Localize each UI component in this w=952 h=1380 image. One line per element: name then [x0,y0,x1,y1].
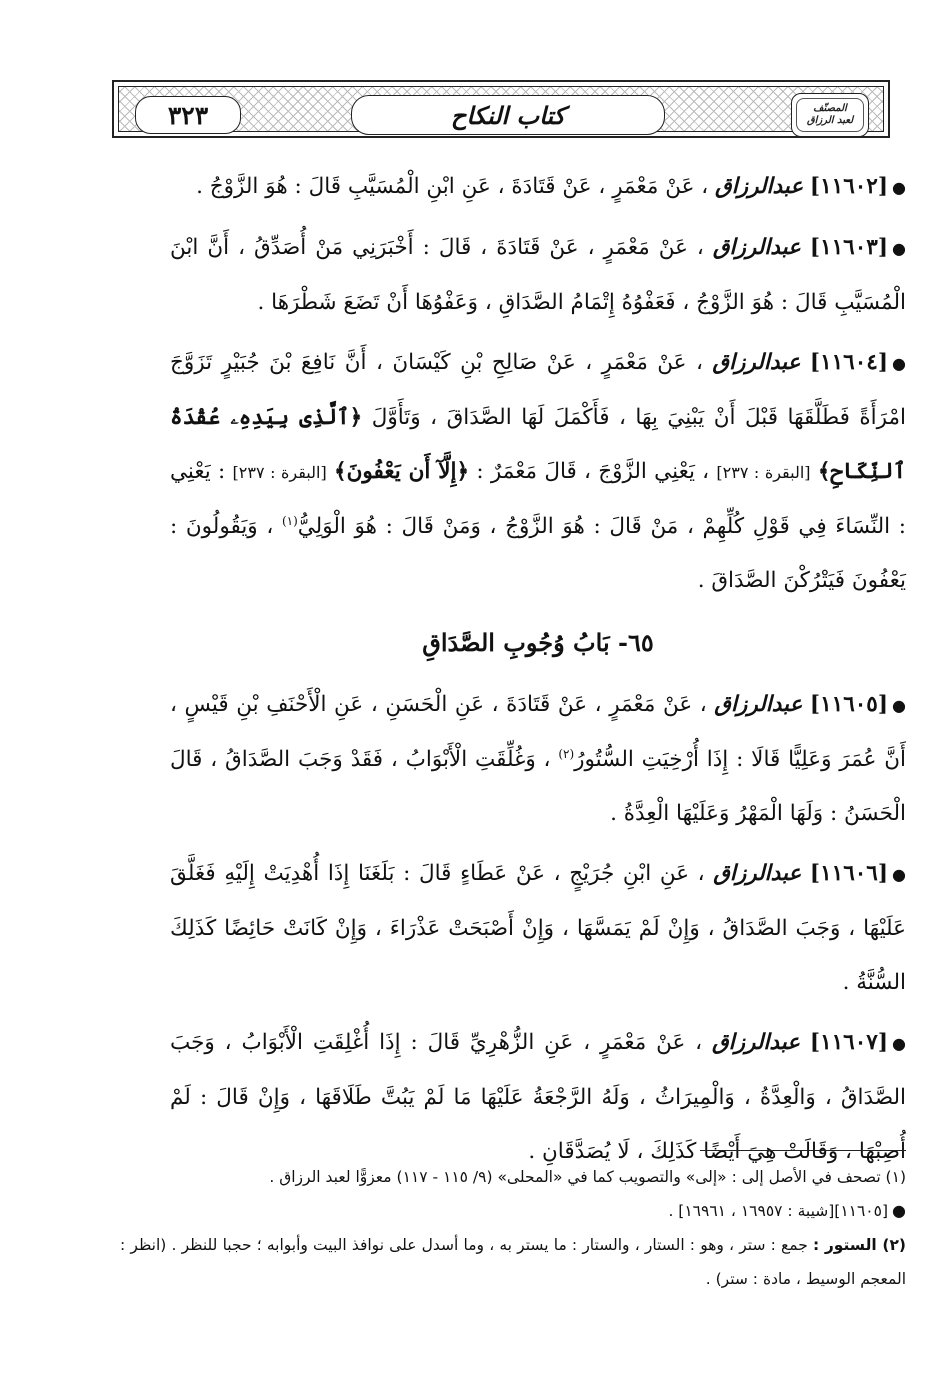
chapter-heading: ٦٥- بَابُ وُجُوبِ الصَّدَاقِ [422,628,654,657]
hadith-number: [١١٦٠٢] [809,174,889,199]
hadith-text: ، عَنِ ابْنِ جُرَيْجٍ ، عَنْ عَطَاءٍ قَالَ : بَلَغَنَا إِذَا أُهْدِيَتْ إِلَيْهِ فَغَلَّقَ عَلَيْهَا ، وَجَبَ الصَّدَاقُ ، وَإِنْ لَمْ يَمَسَّهَا ، وَإِنْ أَصْبَحَتْ عَذْرَاءَ ، وَإِنْ كَانَتْ حَائِضًا كَذَلِكَ السُّنَّةُ . [170,861,906,995]
narrator: عبدالرزاق [715,174,804,199]
hadith-text: ، عَنْ مَعْمَرٍ ، عَنْ قَتَادَةَ ، قَالَ : أَخْبَرَنِي مَنْ أُصَدِّقُ ، أَنَّ ابْنَ الْمُسَيَّبِ قَالَ : هُوَ الزَّوْجُ ، فَعَفْوُهُ إِتْمَامُ الصَّدَاقِ ، وَعَفْوُهَا أَنْ تَضَعَ شَطْرَهَا . [170,235,906,315]
bullet-icon: ● [892,239,906,258]
footnote-2-term: (٢) الستور : [812,1236,906,1254]
book-seal [791,93,869,137]
hadith-number: [١١٦٠٦] [809,861,889,886]
quran-quote: ﴿ٱلَّذِى بِيَدِهِۦ عُقْدَةُ ٱلنِّكَاحِ﴾ [170,405,906,484]
quran-quote: ﴿إِلَّآ أَن يَعْفُونَ﴾ [333,459,470,484]
main-text [170,160,906,1185]
bullet-icon: ● [892,1034,906,1053]
hadith-text: ، عَنْ مَعْمَرٍ ، عَنْ قَتَادَةَ ، عَنِ ابْنِ الْمُسَيَّبِ قَالَ : هُوَ الزَّوْجُ . [196,174,709,199]
bullet-icon: ● [892,696,906,715]
bullet-icon: ● [892,1201,906,1220]
hadith-11603 [170,221,906,330]
hadith-text: ، وَيَقُولُونَ : يَعْفُونَ فَيَتْرُكْنَ الصَّدَاقَ . [170,514,906,593]
footnote-2 [120,1228,906,1296]
page-number: ٣٢٣ [167,100,209,130]
hadith-text: ، يَعْنِي الزَّوْجَ ، قَالَ مَعْمَرٌ : [476,459,710,484]
seal-line-2: لعبد الرزاق [806,115,854,126]
seal-emblem [796,98,864,132]
bullet-icon: ● [892,865,906,884]
footnote-divider [700,1150,906,1151]
footnote-marker: (١) [281,513,298,528]
hadith-number: [١١٦٠٣] [809,235,889,260]
hadith-number: [١١٦٠٧] [809,1030,889,1055]
narrator: عبدالرزاق [712,350,801,375]
hadith-11606 [170,847,906,1010]
narrator: عبدالرزاق [711,1030,801,1055]
cross-reference: [١١٦٠٥][شيبة : ١٦٩٥٧ ، ١٦٩٦١] . [668,1202,889,1220]
footnote-2-body: جمع : ستر ، وهو : الستار ، والستار : ما يستر به ، وما أسدل على نوافذ البيت وأبوابه ؛ حجبا للنظر . (انظر : المعجم الوسيط ، مادة : ستر) . [120,1236,906,1288]
narrator: عبدالرزاق [712,235,801,260]
footnote-1: (١) تصحف في الأصل إلى : «إلى» والتصويب كما في «المحلى» (٩/ ١١٥ - ١١٧) معزوًّا لعبد الرزاق . [269,1168,906,1186]
footnote-ref-line [120,1194,906,1228]
bullet-icon: ● [892,354,906,373]
hadith-11602 [170,160,906,215]
footnote-marker: (٢) [558,746,575,761]
hadith-text: ، عَنْ مَعْمَرٍ ، عَنْ صَالِحِ بْنِ كَيْسَانَ ، أَنَّ نَافِعَ بْنَ جُبَيْرٍ تَزَوَّجَ امْرَأَةً فَطَلَّقَهَا قَبْلَ أَنْ يَبْنِيَ بِهَا ، فَأَكْمَلَ لَهَا الصَّدَاقَ ، وَتَأَوَّلَ [170,350,906,430]
hadith-11605 [170,678,906,841]
bullet-icon: ● [892,178,906,197]
narrator: عبدالرزاق [714,692,803,717]
hadith-text: ، وَغُلِّقَتِ الْأَبْوَابُ ، فَقَدْ وَجَبَ الصَّدَاقُ ، قَالَ الْحَسَنُ : وَلَهَا الْمَهْرُ وَعَلَيْهَا الْعِدَّةُ . [170,747,906,826]
running-title: كتاب النكاح [450,100,566,130]
hadith-text: : يَعْنِي : النِّسَاءَ فِي قَوْلِ كُلِّهِمْ ، مَنْ قَالَ : هُوَ الزَّوْجُ ، وَمَنْ قَالَ : هُوَ الْوَلِيُّ [170,459,906,539]
seal-line-1: المصنّف [813,103,847,114]
page-number-frame [135,96,241,134]
quran-reference: [البقرة : ٢٣٧] [716,463,811,482]
running-title-frame [351,95,665,135]
header-ornament [118,86,884,132]
hadith-11604 [170,336,906,608]
hadith-number: [١١٦٠٤] [809,350,889,375]
hadith-text: ، عَنْ مَعْمَرٍ ، عَنْ قَتَادَةَ ، عَنِ الْحَسَنِ ، عَنِ الْأَحْنَفِ بْنِ قَيْسٍ ، أَنَّ عُمَرَ وَعَلِيًّا قَالَا : إِذَا أُرْخِيَتِ السُّتُورُ [170,692,907,772]
quran-reference: [البقرة : ٢٣٧] [232,463,327,482]
hadith-number: [١١٦٠٥] [809,692,889,717]
footnotes [120,1160,906,1296]
hadith-11607 [170,1016,906,1179]
page-header [112,80,890,138]
narrator: عبدالرزاق [713,861,802,886]
hadith-text: ، عَنْ مَعْمَرٍ ، عَنِ الزُّهْرِيِّ قَالَ : إِذَا أُغْلِقَتِ الْأَبْوَابُ ، وَجَبَ الصَّدَاقُ ، وَالْعِدَّةُ ، وَالْمِيرَاثُ ، وَلَهُ الرَّجْعَةُ عَلَيْهَا مَا لَمْ يَبُتَّ طَلَاقَهَا ، وَإِنْ قَالَ : لَمْ أُصِبْهَا ، وَقَالَتْ هِيَ أَيْضًا كَذَلِكَ ، لَا يُصَدَّقَانِ . [170,1030,906,1164]
